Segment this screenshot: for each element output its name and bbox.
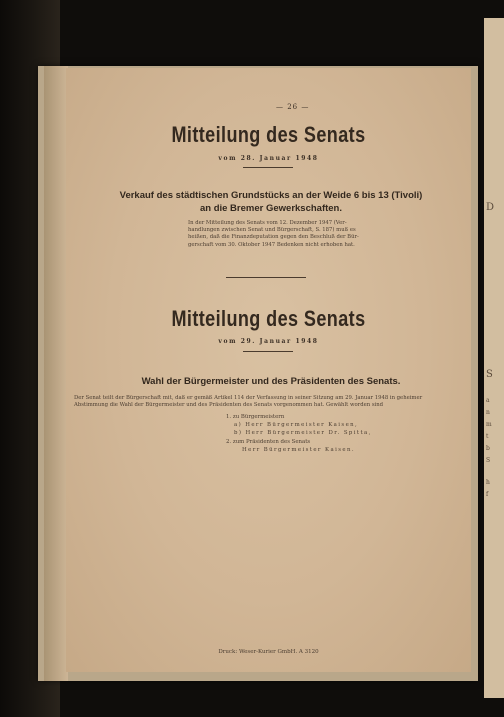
section1-heading: Mitteilung des Senats xyxy=(171,122,366,147)
body-line: Abstimmung die Wahl der Bürgermeister und des Präsidenten des Senats vorgenommen hat. Gewählt worden sind xyxy=(74,402,384,409)
section1-date: vom 28. Januar 1948 xyxy=(218,155,319,162)
facing-page-text: D xyxy=(486,202,495,213)
page-number: — 26 — xyxy=(276,103,310,111)
facing-page-text: S xyxy=(486,369,493,380)
facing-page-text: b xyxy=(486,445,490,452)
section1-body xyxy=(188,220,388,249)
list-item: a) Herr Bürgermeister Kaisen, xyxy=(234,422,359,429)
facing-page-text: a xyxy=(486,397,490,404)
document-page xyxy=(66,68,471,672)
section2-subhead xyxy=(106,375,436,388)
election-list xyxy=(226,413,372,454)
page-gutter xyxy=(44,66,68,681)
list-item: b) Herr Bürgermeister Dr. Spitta, xyxy=(234,430,372,437)
facing-page-text: h xyxy=(486,479,490,486)
facing-page-edge xyxy=(484,18,504,698)
list-item: 2. zum Präsidenten des Senats xyxy=(226,438,311,445)
body-line: Der Senat teilt der Bürgerschaft mit, daß er gemäß Artikel 114 der Verfassung in seiner Sitzung am 29. Januar 1948 in geheimer xyxy=(74,395,423,401)
facing-page-text: t xyxy=(486,433,489,440)
section-separator xyxy=(226,277,306,278)
list-item: Herr Bürgermeister Kaisen. xyxy=(242,446,355,453)
facing-page-text: S xyxy=(486,457,491,464)
section1-subhead xyxy=(106,189,436,215)
facing-page-text: f xyxy=(486,491,489,498)
body-line: In der Mitteilung des Senats vom 12. Dezember 1947 (Ver- xyxy=(188,220,347,226)
body-line: handlungen zwischen Senat und Bürgerschaft, S. 187) muß es xyxy=(188,227,356,234)
section2-subhead-line: Wahl der Bürgermeister und des Präsidenten des Senats. xyxy=(141,376,401,387)
section1-divider xyxy=(243,167,293,168)
section2-heading: Mitteilung des Senats xyxy=(171,306,366,331)
section2-divider xyxy=(243,351,293,352)
section2-body xyxy=(74,395,469,409)
list-item: 1. zu Bürgermeistern xyxy=(226,414,285,420)
facing-page-text: n xyxy=(486,409,490,416)
printer-imprint: Druck: Weser-Kurier GmbH. A 3120 xyxy=(218,649,319,655)
body-line: heißen, daß die Finanzdeputation gegen den Beschluß der Bür- xyxy=(188,234,359,241)
body-line: gerschaft vom 30. Oktober 1947 Bedenken nicht erhoben hat. xyxy=(188,241,355,248)
facing-page-text: m xyxy=(486,421,492,428)
section1-subhead-line: an die Bremer Gewerkschaften. xyxy=(199,203,343,214)
section1-subhead-line: Verkauf des städtischen Grundstücks an der Weide 6 bis 13 (Tivoli) xyxy=(119,190,423,201)
section2-date: vom 29. Januar 1948 xyxy=(218,338,319,345)
